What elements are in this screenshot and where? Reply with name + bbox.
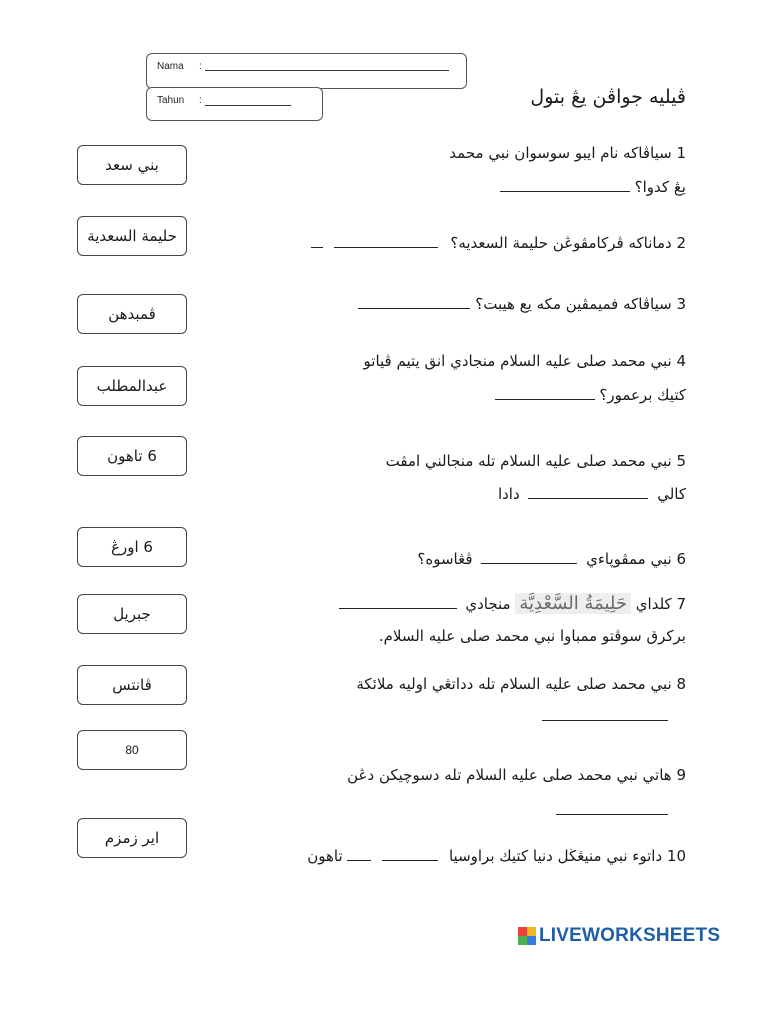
question-text: نبي محمد صلى عليه السلام تله دداتڠي اوليه ملائكة	[356, 675, 672, 693]
year-box	[146, 87, 323, 121]
year-colon: :	[199, 95, 202, 106]
option-box[interactable]: حليمة السعدية	[77, 216, 187, 256]
liveworksheets-logo	[518, 925, 720, 947]
question-8	[356, 675, 686, 693]
question-number: 4	[676, 352, 686, 370]
question-number: 6	[676, 550, 686, 568]
question-text: ڤڠاسوه؟	[417, 550, 473, 568]
question-number: 8	[676, 675, 686, 693]
option-box[interactable]: اير زمزم	[77, 818, 187, 858]
question-number: 7	[676, 595, 686, 613]
question-4-line2	[495, 385, 686, 404]
question-text: كلداي	[635, 595, 672, 613]
question-text: كتيك برعمور؟	[599, 386, 686, 404]
answer-blank[interactable]	[500, 177, 630, 192]
name-colon: :	[199, 61, 202, 72]
question-text: تاهون	[307, 847, 343, 865]
halimah-name-image: حَلِيمَةُ السَّعْدِيَّة	[515, 593, 631, 614]
answer-blank[interactable]	[556, 800, 668, 815]
question-9	[347, 766, 686, 784]
question-text: منجادي	[465, 595, 511, 613]
liveworksheets-logo-icon	[518, 927, 536, 945]
option-box[interactable]: جبريل	[77, 594, 187, 634]
question-7	[339, 593, 686, 614]
question-text: نبي ممڤوڽاءي	[586, 550, 672, 568]
answer-blank[interactable]	[542, 706, 668, 721]
question-4	[364, 352, 686, 370]
answer-blank[interactable]	[495, 385, 595, 400]
answer-blank[interactable]	[481, 549, 577, 564]
name-box	[146, 53, 467, 89]
question-text: كالي	[657, 485, 686, 503]
option-box[interactable]: 6 تاهون	[77, 436, 187, 476]
answer-blank[interactable]	[382, 846, 438, 861]
answer-blank[interactable]	[334, 233, 438, 248]
question-number: 9	[676, 766, 686, 784]
question-text: نبي محمد صلى عليه السلام منجادي انق يتيم ڤياتو	[363, 352, 672, 370]
option-box[interactable]: ڤانتس	[77, 665, 187, 705]
question-2	[311, 233, 686, 252]
name-label: Nama	[157, 61, 184, 72]
question-number: 3	[676, 295, 686, 313]
question-5	[386, 452, 686, 470]
option-box[interactable]: بني سعد	[77, 145, 187, 185]
question-text: سياڤاكه نام ايبو سوسوان نبي محمد	[449, 144, 672, 162]
year-field[interactable]	[205, 105, 291, 106]
question-number: 1	[676, 144, 686, 162]
option-box[interactable]: 80	[77, 730, 187, 770]
question-text: دادا	[497, 485, 520, 503]
answer-blank[interactable]	[339, 594, 457, 609]
question-1	[449, 144, 686, 162]
option-box[interactable]: 6 اورڠ	[77, 527, 187, 567]
question-7-line2	[379, 627, 686, 645]
answer-blank[interactable]	[358, 294, 470, 309]
page-title: ڤيليه جواڤن يڠ بتول	[530, 86, 686, 108]
question-text: سياڤاكه فميمڤين مكه يع هيبت؟	[475, 295, 672, 313]
answer-blank[interactable]	[528, 484, 648, 499]
option-box[interactable]: ڤمبدهن	[77, 294, 187, 334]
question-number: 2	[676, 234, 686, 252]
question-3	[358, 294, 686, 313]
question-text: هاتي نبي محمد صلى عليه السلام تله دسوچيكن دڠن	[347, 766, 672, 784]
question-text: دماناكه ڤركامڤوڠن حليمة السعديه؟	[450, 234, 672, 252]
question-text: نبي محمد صلى عليه السلام تله منجالني امڤت	[385, 452, 672, 470]
logo-text: LIVEWORKSHEETS	[539, 925, 721, 946]
question-text: برکرق سوڤتو ممباوا نبي محمد صلى عليه السلام.	[378, 627, 686, 645]
option-box[interactable]: عبدالمطلب	[77, 366, 187, 406]
question-6	[417, 549, 686, 568]
question-5-line2	[498, 484, 686, 503]
question-number: 10	[666, 847, 686, 865]
answer-blank-short	[311, 233, 323, 248]
question-1-line2	[500, 177, 686, 196]
question-number: 5	[676, 452, 686, 470]
name-field[interactable]	[205, 70, 449, 71]
question-text: داتوء نبي منيڠڬل دنيا كتيك براوسيا	[448, 847, 663, 865]
question-text: يڠ كدوا؟	[634, 178, 686, 196]
question-10	[307, 846, 686, 865]
answer-blank[interactable]	[347, 846, 371, 861]
year-label: Tahun	[157, 95, 185, 106]
